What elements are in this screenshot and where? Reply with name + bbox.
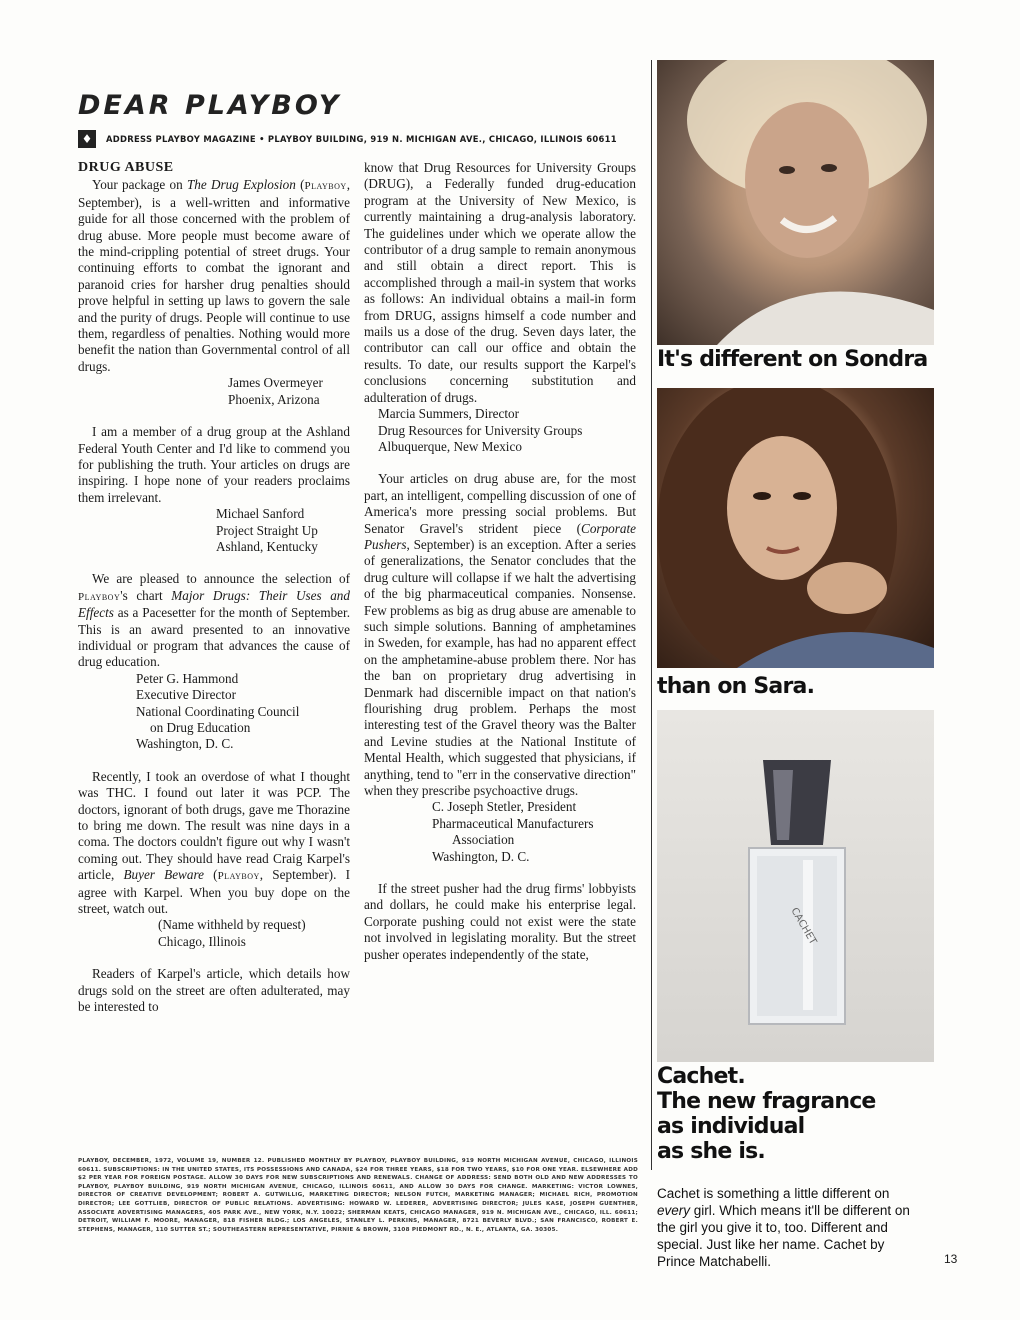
letter-signature: Washington, D. C.	[432, 848, 530, 864]
letter-body	[78, 769, 350, 918]
letter-text: Playboy	[217, 870, 260, 883]
letter-text: Your articles on drug abuse are, for the most part, an intelligent, compelling discussion of one of America's more pressing social problems. But Senator Gravel's strident piece (	[364, 471, 636, 536]
colophon: PLAYBOY, DECEMBER, 1972, VOLUME 19, NUMBER 12. PUBLISHED MONTHLY BY PLAYBOY, PLAYBOY BUILDING, 919 NORTH MICHIGAN AVENUE, CHICAGO, ILLINOIS 60611. SUBSCRIPTIONS: IN THE UNITED STATES, ITS POSSESSIONS AND CANADA, $24 FOR THREE YEARS, $18 FOR TWO YEARS, $10 FOR ONE YEAR. ELSEWHERE ADD $2 PER YEAR FOR FOREIGN POSTAGE. ALLOW 30 DAYS FOR NEW SUBSCRIPTIONS AND RENEWALS. CHANGE OF ADDRESS: SEND BOTH OLD AND NEW ADDRESSES TO PLAYBOY, PLAYBOY BUILDING, 919 NORTH MICHIGAN AVENUE, CHICAGO, ILLINOIS 60611, AND ALLOW 30 DAYS FOR CHANGE. MARKETING: VICTOR LOWNES, DIRECTOR OF CREATIVE DEVELOPMENT; ROBERT A. GUTWILLIG, MARKETING DIRECTOR; NELSON FUTCH, MARKETING MANAGER; MICHAEL RICH, PROMOTION DIRECTOR; LEE GOTTLIEB, DIRECTOR OF PUBLIC RELATIONS. ADVERTISING: HOWARD W. LEDERER, ADVERTISING DIRECTOR; JULES KASE, JOSEPH GUENTHER, ASSOCIATE ADVERTISING MANAGERS, 405 PARK AVE., NEW YORK, N.Y. 10022; SHERMAN KEATS, CHICAGO MANAGER, 919 N. MICHIGAN AVE., CHICAGO, ILL. 60611; DETROIT, WILLIAM F. MOORE, MANAGER, 818 FISHER BLDG.; LOS ANGELES, STANLEY L. PERKINS, MANAGER, 8721 BEVERLY BLVD.; SAN FRANCISCO, ROBERT E. STEPHENS, MANAGER, 110 SUTTER ST.; SOUTHEASTERN REPRESENTATIVE, PIRNIE & BROWN, 3108 PIEDMONT RD., N. E., ATLANTA, GA. 30305.	[78, 1158, 638, 1233]
letter-text: 's chart	[120, 587, 172, 603]
letter-signature: (Name withheld by request)	[158, 917, 306, 933]
letter-body	[78, 177, 350, 375]
letter-text: , September), is a well-written and informative guide for all those concerned with the problem of drug abuse. More people must become aware of the mind-crippling potential of street drugs. Your continuing efforts to combat the ignorant and paranoid cries for harsher drug penalties should prove helpful in setting up laws to govern the sale and the purity of drugs. People will continue to use them, regardless of penalties. Nothing would more benefit the nation than Governmental control of all drugs.	[78, 177, 350, 374]
page-number: 13	[944, 1252, 958, 1266]
letter-signature: Albuquerque, New Mexico	[378, 438, 522, 454]
ad-headline-line: as individual	[657, 1114, 805, 1139]
letter-text: , September) is an exception. After a series of generalizations, the Senator concludes that the drug culture will collapse if we halt the advertising of the big pharmaceutical companies. Nonsense. Few problems as big as drug abuse are amenable to such simple solutions. Banning of amphetamines in Sweden, for example, has had no apparent effect on the amphetamine-abuse problem there. Nor has the ban on proprietary drug advertising in Denmark had discernible impact on that nation's flourishing drug problem. Perhaps the most interesting test of the Gravel theory was the Balter and Levine studies at the National Institute of Mental Health, which suggested that physicians, if anything, tend to "err in the conservative direction" when they prescribe psychoactive drugs.	[364, 536, 636, 799]
letter-signature: Marcia Summers, Director	[378, 406, 519, 422]
letter-body	[78, 966, 350, 1015]
letter-signature: Association	[452, 832, 515, 848]
letter-signature: Peter G. Hammond	[136, 670, 239, 686]
portrait-sara-icon	[657, 388, 934, 668]
letter-gap	[78, 408, 350, 424]
letter-signature: on Drug Education	[150, 720, 251, 735]
ad-headline	[657, 1064, 876, 1164]
ad-photo-sara	[657, 388, 934, 668]
letter-gap	[78, 950, 350, 966]
letters-column-1	[78, 160, 350, 1016]
ad-headline-line: Cachet.	[657, 1064, 745, 1089]
perfume-bottle-icon	[743, 750, 851, 1030]
portrait-sondra-icon	[657, 60, 934, 345]
letter-body	[364, 160, 636, 406]
letter-signature: Michael Sanford	[216, 506, 305, 522]
section-heading: DRUG ABUSE	[78, 160, 174, 175]
letter-text: I am a member of a drug group at the Ashland Federal Youth Center and I'd like to commend you for publishing the truth. Your articles on drugs are inspiring. I hope none of your readers proclaims them irrelevant.	[78, 424, 350, 505]
ad-headline-line: The new fragrance	[657, 1089, 876, 1114]
letter-text: Recently, I took an overdose of what I thought was THC. I found out later it was PCP. The doctors, ignorant of both drugs, gave me Thorazine to bring me down. The result was nine days in a coma. The doctors couldn't figure out why I wasn't coming out. They should have read Craig Karpel's article,	[78, 768, 350, 883]
letter-text: Buyer Beware	[123, 867, 204, 883]
letter-text: as a Pacesetter for the month of September. This is an award presented to an innovative individual or program that advances the cause of drug education.	[78, 605, 350, 670]
letter-body	[78, 424, 350, 506]
letter-text: , September). I agree with Karpel. When you buy dope on the street, watch out.	[78, 867, 350, 917]
letter-gap	[78, 753, 350, 769]
ad-headline-line: as she is.	[657, 1139, 765, 1164]
letter-signature: Washington, D. C.	[136, 736, 234, 752]
letter-text: Playboy	[78, 590, 121, 603]
letter-gap	[78, 555, 350, 571]
masthead	[78, 90, 341, 121]
letter-text: (	[295, 177, 305, 193]
address-text: ADDRESS PLAYBOY MAGAZINE • PLAYBOY BUILDING, 919 N. MICHIGAN AVE., CHICAGO, ILLINOIS 60611	[106, 134, 617, 144]
letters-column-2	[364, 160, 636, 963]
letter-signature: C. Joseph Stetler, President	[432, 799, 577, 815]
letter-text: If the street pusher had the drug firms' lobbyists and dollars, he could make his enterprise legal. Corporate pushing could not exist were the state not involved in legislating morality. But the street pusher operates independently of the state,	[364, 881, 636, 962]
letter-text: Playboy	[304, 180, 347, 193]
letter-signature: James Overmeyer	[228, 375, 323, 391]
letter-signature: Project Straight Up	[216, 522, 318, 538]
letter-body	[364, 881, 636, 963]
ad-tagline-1: It's different on Sondra	[657, 347, 928, 372]
ad-photo-sondra	[657, 60, 934, 345]
letter-signature: Ashland, Kentucky	[216, 538, 318, 554]
letter-gap	[364, 455, 636, 471]
rabbit-logo-icon: ♦	[78, 130, 96, 148]
ad-tagline-2: than on Sara.	[657, 674, 815, 699]
letter-text: Your package on	[92, 177, 187, 193]
letter-text: We are pleased to announce the selection of	[92, 571, 350, 587]
letter-text: know that Drug Resources for University Groups (DRUG), a Federally funded drug-education program at the University of New Mexico, is currently maintaining a drug-analysis laboratory. The guidelines under which we operate allow the contributor of a drug sample to remain anonymous and still obtain a direct report. This is accomplished through a mail-in system that works as follows: An individual obtains a mail-in form from DRUG, assigns himself a code number and mails us a dose of the drug. Seven days later, the contributor can call our office and obtain the results. To date, our results support the Karpel's conclusions concerning substitution and adulteration of drugs.	[364, 160, 636, 405]
page-title: DEAR PLAYBOY	[78, 90, 342, 121]
letter-body	[364, 471, 636, 799]
letter-signature: Pharmaceutical Manufacturers	[432, 815, 594, 831]
letter-text: Major Drugs: Their Uses and Effects	[78, 587, 350, 621]
letter-signature: Executive Director	[136, 687, 236, 703]
ad-photo-bottle	[657, 710, 934, 1062]
letter-signature: National Coordinating Council	[136, 703, 300, 719]
letter-text: The Drug Explosion	[186, 177, 296, 193]
letter-signature: Drug Resources for University Groups	[378, 422, 583, 438]
letter-signature: Chicago, Illinois	[158, 933, 246, 949]
bottle-label: CACHET	[788, 906, 819, 947]
letter-body	[78, 571, 350, 670]
address-line	[78, 130, 617, 148]
ad-copy: Cachet is something a little different on every girl. Which means it'll be different on the girl you give it to, too. Different and special. Just like her name. Cachet by Prince Matchabelli.	[657, 1186, 910, 1269]
letter-gap	[364, 865, 636, 881]
letter-signature: Phoenix, Arizona	[228, 391, 320, 407]
letter-text: Readers of Karpel's article, which details how drugs sold on the street are often adulterated, may be interested to	[78, 966, 350, 1015]
column-divider	[651, 60, 652, 1170]
letter-text: Corporate Pushers	[364, 520, 636, 552]
letter-text: (	[203, 867, 218, 883]
